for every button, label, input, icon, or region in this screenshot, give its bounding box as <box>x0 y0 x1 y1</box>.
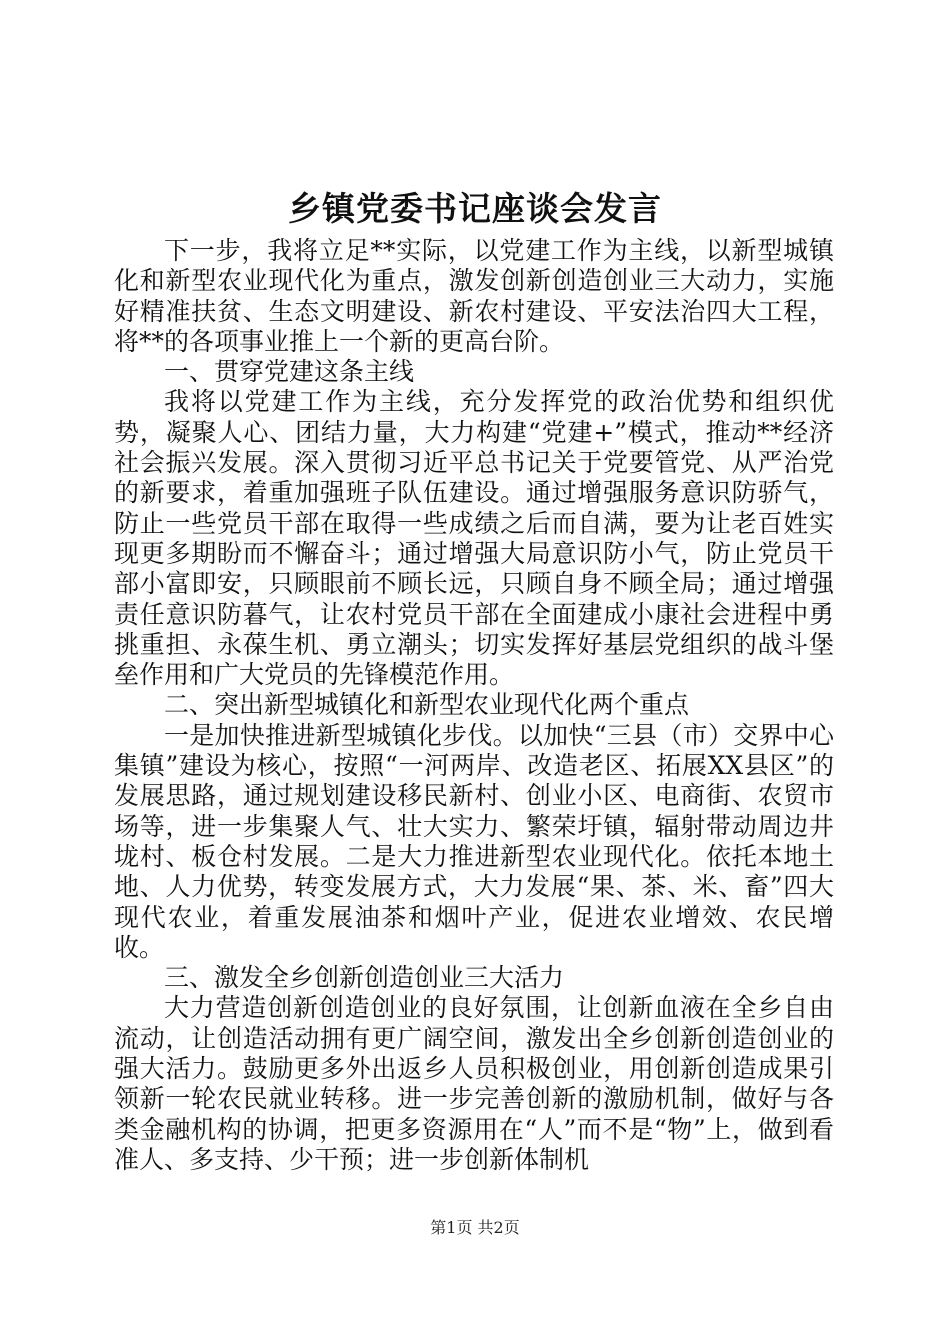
section-heading-3: 三、激发全乡创新创造创业三大活力 <box>164 963 565 993</box>
section-heading-1: 一、贯穿党建这条主线 <box>164 357 415 387</box>
paragraph-party-building: 我将以党建工作为主线，充分发挥党的政治优势和组织优势，凝聚人心、团结力量，大力构建“党建+”模式，推动**经济社会振兴发展。深入贯彻习近平总书记关于党要管党、从严治党的新要求，着重加强班子队伍建设。通过增强服务意识防骄气，防止一些党员干部在取得一些成绩之后而自满，要为让老百姓实现更多期盼而不懈奋斗；通过增强大局意识防小气，防止党员干部小富即安，只顾眼前不顾长远，只顾自身不顾全局；通过增强责任意识防暮气，让农村党员干部在全面建成小康社会进程中勇挑重担、永葆生机、勇立潮头；切实发挥好基层党组织的战斗堡垒作用和广大党员的先锋模范作用。 <box>114 387 834 690</box>
page-number-footer: 第1页 共2页 <box>430 1218 520 1237</box>
document-body <box>114 236 834 1175</box>
document-title: 乡镇党委书记座谈会发言 <box>288 189 662 228</box>
section-heading-2: 二、突出新型城镇化和新型农业现代化两个重点 <box>164 690 690 720</box>
paragraph-urbanization: 一是加快推进新型城镇化步伐。以加快“三县（市）交界中心集镇”建设为核心，按照“一河两岸、改造老区、拓展XX县区”的发展思路，通过规划建设移民新村、创业小区、电商街、农贸市场等，进一步集聚人气、壮大实力、繁荣圩镇，辐射带动周边井垅村、板仓村发展。二是大力推进新型农业现代化。依托本地土地、人力优势，转变发展方式，大力发展“果、茶、米、畜”四大现代农业，着重发展油茶和烟叶产业，促进农业增效、农民增收。 <box>114 720 834 962</box>
paragraph-intro: 下一步，我将立足**实际，以党建工作为主线，以新型城镇化和新型农业现代化为重点，激发创新创造创业三大动力，实施好精准扶贫、生态文明建设、新农村建设、平安法治四大工程，将**的各项事业推上一个新的更高台阶。 <box>114 236 834 356</box>
paragraph-innovation: 大力营造创新创造创业的良好氛围，让创新血液在全乡自由流动，让创造活动拥有更广阔空间，激发出全乡创新创造创业的强大活力。鼓励更多外出返乡人员积极创业，用创新创造成果引领新一轮农民就业转移。进一步完善创新的激励机制，做好与各类金融机构的协调，把更多资源用在“人”而不是“物”上，做到看准人、多支持、少干预；进一步创新体制机 <box>114 993 834 1174</box>
